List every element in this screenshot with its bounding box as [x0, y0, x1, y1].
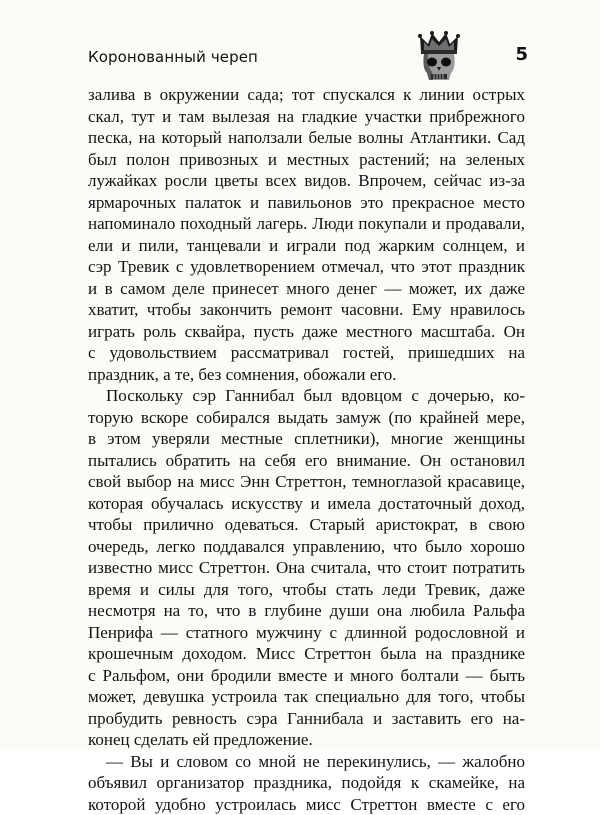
- page-number: 5: [515, 44, 528, 65]
- text-line: время и силы для того, чтобы стать леди Тревик, даже: [88, 579, 525, 601]
- body-text: [88, 84, 525, 815]
- text-line: сэр Тревик с удовлетворением отмечал, что этот праздник: [88, 256, 525, 278]
- text-line: в этом уверяли местные сплетники), многие женщины: [88, 428, 525, 450]
- text-line: был полон привозных и местных растений; на зеленых: [88, 149, 525, 171]
- text-line: праздник, а те, без сомнения, обожали его.: [88, 364, 525, 386]
- text-line: и в самом деле принесет много денег — может, их даже: [88, 278, 525, 300]
- text-line: чтобы прилично одеваться. Старый аристократ, в свою: [88, 514, 525, 536]
- text-line: пытались обратить на себя его внимание. Он остановил: [88, 450, 525, 472]
- text-line: напоминало походный лагерь. Люди покупали и продавали,: [88, 213, 525, 235]
- text-line: объявил организатор праздника, подойдя к скамейке, на: [88, 772, 525, 794]
- text-line: лужайках росли цветы всех видов. Впрочем, сейчас из-за: [88, 170, 525, 192]
- text-line: может, девушка устроила так специально для того, чтобы: [88, 686, 525, 708]
- text-line: с удовольствием рассматривал гостей, пришедших на: [88, 342, 525, 364]
- text-line: ярмарочных палаток и павильонов это прекрасное место: [88, 192, 525, 214]
- text-line: скал, тут и там вылезая на гладкие участки прибрежного: [88, 106, 525, 128]
- text-line: — Вы и словом со мной не перекинулись, — жалобно: [88, 751, 525, 773]
- running-title: Коронованный череп: [88, 48, 258, 66]
- text-line: ели и пили, танцевали и играли под жарким солнцем, и: [88, 235, 525, 257]
- text-line: свой выбор на мисс Энн Стреттон, темноглазой красавице,: [88, 471, 525, 493]
- text-line: очередь, легко поддавался управлению, что было хорошо: [88, 536, 525, 558]
- text-line: песка, на который наползали белые волны Атлантики. Сад: [88, 127, 525, 149]
- crowned-skull-icon: [416, 30, 462, 84]
- page-header: [88, 30, 528, 88]
- text-line: несмотря на то, что в глубине души она любила Ральфа: [88, 600, 525, 622]
- text-line: играть роль сквайра, пусть даже местного масштаба. Он: [88, 321, 525, 343]
- text-line: которая обучалась искусству и имела достаточный доход,: [88, 493, 525, 515]
- text-line: известно мисс Стреттон. Она считала, что стоит потратить: [88, 557, 525, 579]
- text-line: конец сделать ей предложение.: [88, 729, 525, 751]
- text-line: Поскольку сэр Ганнибал был вдовцом с дочерью, ко-: [88, 385, 525, 407]
- text-line: Пенрифа — статного мужчину с длинной родословной и: [88, 622, 525, 644]
- text-line: хватит, чтобы закончить ремонт часовни. Ему нравилось: [88, 299, 525, 321]
- text-line: которой удобно устроилась мисс Стреттон вместе с его: [88, 794, 525, 815]
- text-line: залива в окружении сада; тот спускался к линии острых: [88, 84, 525, 106]
- text-line: пробудить ревность сэра Ганнибала и заставить его на-: [88, 708, 525, 730]
- text-line: торую вскоре собирался выдать замуж (по крайней мере,: [88, 407, 525, 429]
- text-line: крошечным доходом. Мисс Стреттон была на празднике: [88, 643, 525, 665]
- text-line: с Ральфом, они бродили вместе и много болтали — быть: [88, 665, 525, 687]
